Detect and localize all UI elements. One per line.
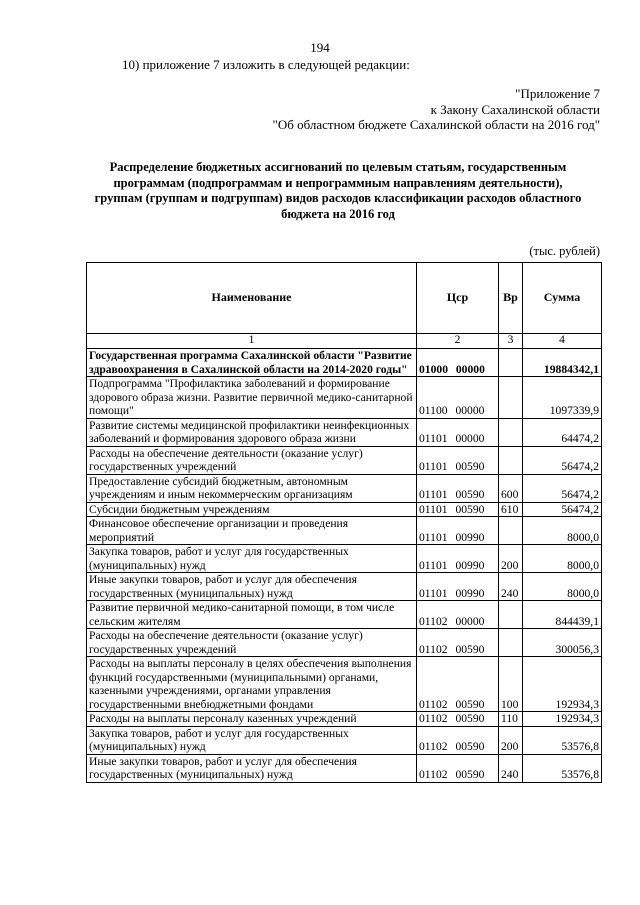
- title-line: программам (подпрограммам и непрограммным направлениям деятельности),: [113, 175, 563, 190]
- row-vr: 100: [499, 657, 523, 712]
- column-number: 4: [523, 334, 602, 349]
- row-sum: 192934,3: [523, 657, 602, 712]
- table-row: [87, 517, 602, 545]
- header-sum: Сумма: [523, 263, 602, 334]
- appendix-line: "Об областном бюджете Сахалинской области на 2016 год": [272, 117, 600, 132]
- row-sum: 300056,3: [523, 629, 602, 657]
- row-vr: 240: [499, 573, 523, 601]
- row-vr: 200: [499, 545, 523, 573]
- row-name: Иные закупки товаров, работ и услуг для обеспечения государственных (муниципальных) нужд: [87, 573, 417, 601]
- row-name: Расходы на обеспечение деятельности (оказание услуг) государственных учреждений: [87, 446, 417, 474]
- row-vr: [499, 601, 523, 629]
- row-csr: 01100 00000: [417, 377, 499, 419]
- row-sum: 53576,8: [523, 726, 602, 754]
- row-vr: [499, 418, 523, 446]
- row-csr: 01101 00990: [417, 545, 499, 573]
- header-name: Наименование: [87, 263, 417, 334]
- table-row: [87, 545, 602, 573]
- row-csr: 01102 00590: [417, 754, 499, 782]
- table-row: [87, 446, 602, 474]
- intro-line: 10) приложение 7 изложить в следующей редакции:: [122, 57, 410, 72]
- row-csr: 01102 00000: [417, 601, 499, 629]
- row-sum: 8000,0: [523, 517, 602, 545]
- title-line: Распределение бюджетных ассигнований по целевым статьям, государственным: [109, 160, 567, 174]
- column-numbers-row: [87, 334, 602, 349]
- page-number: 194: [310, 40, 330, 55]
- table-row: [87, 657, 602, 712]
- column-number: 1: [87, 334, 417, 349]
- row-name: Закупка товаров, работ и услуг для государственных (муниципальных) нужд: [87, 545, 417, 573]
- table-body: [87, 349, 602, 783]
- row-csr: 01102 00590: [417, 629, 499, 657]
- table-row: [87, 629, 602, 657]
- table-row: [87, 726, 602, 754]
- table-row: [87, 474, 602, 502]
- row-sum: 64474,2: [523, 418, 602, 446]
- row-vr: [499, 349, 523, 377]
- row-csr: 01101 00590: [417, 502, 499, 517]
- row-csr: 01101 00590: [417, 446, 499, 474]
- header-vr: Вр: [499, 263, 523, 334]
- table-row: [87, 418, 602, 446]
- column-number: 2: [417, 334, 499, 349]
- table-row: [87, 349, 602, 377]
- title-line: группам (группам и подгруппам) видов расходов классификации расходов областного: [94, 191, 582, 205]
- table-row: [87, 601, 602, 629]
- row-csr: 01101 00000: [417, 418, 499, 446]
- row-name: Иные закупки товаров, работ и услуг для обеспечения государственных (муниципальных) нужд: [87, 754, 417, 782]
- row-sum: 56474,2: [523, 446, 602, 474]
- row-csr: 01101 00990: [417, 517, 499, 545]
- row-sum: 8000,0: [523, 545, 602, 573]
- row-vr: [499, 377, 523, 419]
- row-vr: [499, 517, 523, 545]
- row-name: Расходы на обеспечение деятельности (оказание услуг) государственных учреждений: [87, 629, 417, 657]
- row-csr: 01101 00590: [417, 474, 499, 502]
- budget-table: [86, 262, 602, 783]
- appendix-header: [273, 86, 600, 133]
- row-name: Развитие первичной медико-санитарной помощи, в том числе сельским жителям: [87, 601, 417, 629]
- row-name: Предоставление субсидий бюджетным, автономным учреждениям и иным некоммерческим организациям: [87, 474, 417, 502]
- row-csr: 01000 00000: [417, 349, 499, 377]
- row-csr: 01101 00990: [417, 573, 499, 601]
- document-title: [78, 160, 598, 222]
- title-line: бюджета на 2016 год: [281, 206, 395, 221]
- table-row: [87, 754, 602, 782]
- units-label: (тыс. рублей): [529, 244, 600, 258]
- table-row: [87, 573, 602, 601]
- row-csr: 01102 00590: [417, 657, 499, 712]
- row-sum: 19884342,1: [523, 349, 602, 377]
- appendix-line: "Приложение 7: [515, 86, 600, 101]
- row-name: Расходы на выплаты персоналу в целях обеспечения выполнения функций государственными (муниципальными) органами, казенными учреждениями, органами управления государственными внебюджетными фондами: [87, 657, 417, 712]
- row-sum: 192934,3: [523, 712, 602, 727]
- row-sum: 844439,1: [523, 601, 602, 629]
- row-vr: [499, 446, 523, 474]
- table-row: [87, 377, 602, 419]
- row-vr: [499, 629, 523, 657]
- row-sum: 53576,8: [523, 754, 602, 782]
- header-csr: Цср: [417, 263, 499, 334]
- row-name: Финансовое обеспечение организации и проведения мероприятий: [87, 517, 417, 545]
- row-vr: 600: [499, 474, 523, 502]
- table-row: [87, 712, 602, 727]
- table-row: [87, 502, 602, 517]
- header-row: [87, 263, 602, 334]
- row-name: Развитие системы медицинской профилактики неинфекционных заболеваний и формирования здорового образа жизни: [87, 418, 417, 446]
- row-name: Расходы на выплаты персоналу казенных учреждений: [87, 712, 417, 727]
- appendix-line: к Закону Сахалинской области: [430, 101, 600, 117]
- column-number: 3: [499, 334, 523, 349]
- row-name: Закупка товаров, работ и услуг для государственных (муниципальных) нужд: [87, 726, 417, 754]
- row-sum: 8000,0: [523, 573, 602, 601]
- row-csr: 01102 00590: [417, 726, 499, 754]
- row-name: Подпрограмма "Профилактика заболеваний и формирование здорового образа жизни. Развитие первичной медико-санитарной помощи": [87, 377, 417, 419]
- row-sum: 1097339,9: [523, 377, 602, 419]
- row-vr: 200: [499, 726, 523, 754]
- row-name: Субсидии бюджетным учреждениям: [87, 502, 417, 517]
- row-vr: 610: [499, 502, 523, 517]
- row-vr: 240: [499, 754, 523, 782]
- row-sum: 56474,2: [523, 474, 602, 502]
- row-vr: 110: [499, 712, 523, 727]
- row-name: Государственная программа Сахалинской области "Развитие здравоохранения в Сахалинской области на 2014-2020 годы": [87, 349, 417, 377]
- row-csr: 01102 00590: [417, 712, 499, 727]
- row-sum: 56474,2: [523, 502, 602, 517]
